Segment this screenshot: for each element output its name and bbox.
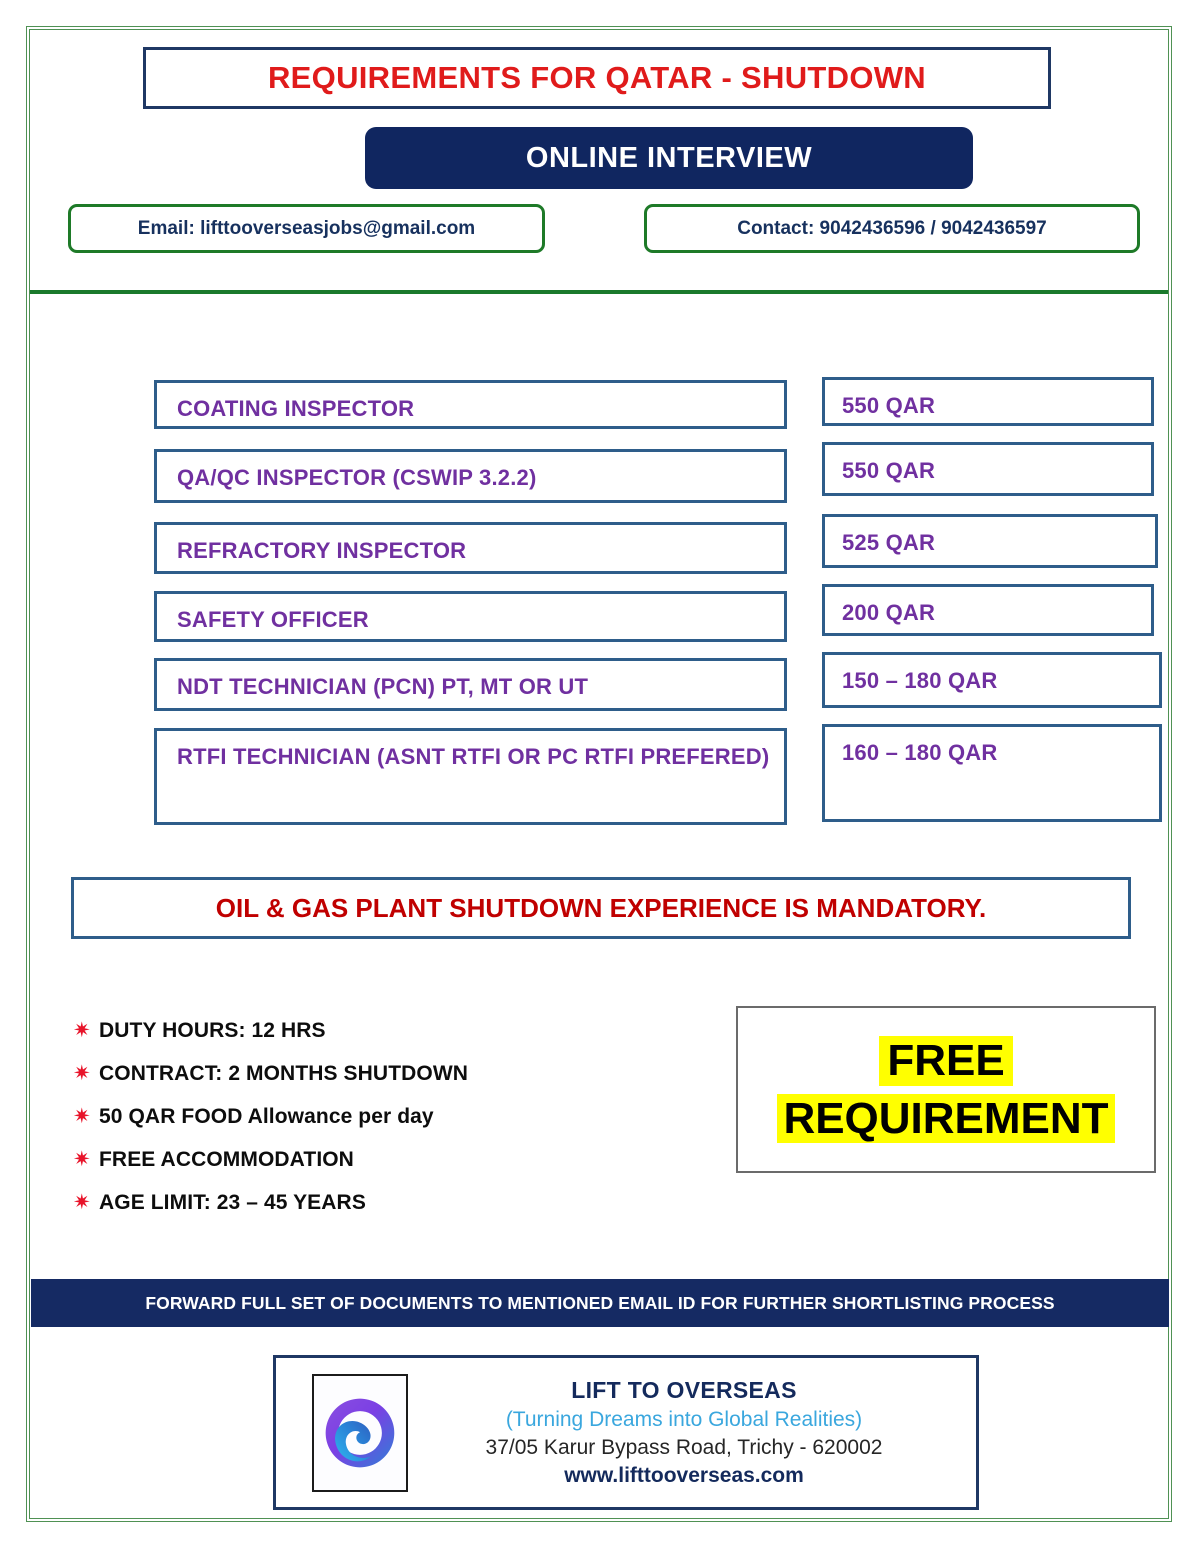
company-logo-frame [312,1374,408,1492]
mandatory-experience-box [71,877,1131,939]
job-position-text: QA/QC INSPECTOR (CSWIP 3.2.2) [177,465,537,490]
company-tagline: (Turning Dreams into Global Realities) [505,1408,863,1431]
list-item [73,1052,713,1095]
job-position-text: RTFI TECHNICIAN (ASNT RTFI OR PC RTFI PREFERED) [177,744,770,769]
job-salary-cell [822,724,1162,822]
online-interview-label: ONLINE INTERVIEW [525,141,813,174]
term-text: DUTY HOURS: 12 HRS [99,1018,326,1042]
body-section [30,294,1168,1520]
header-section [30,30,1168,292]
free-badge-line2: REQUIREMENT [777,1094,1114,1143]
job-salary-cell [822,377,1154,426]
job-salary-cell [822,652,1162,708]
list-item [73,1181,713,1224]
job-salary-cell [822,584,1154,636]
free-badge-line1: FREE [879,1036,1012,1085]
company-name: LIFT TO OVERSEAS [571,1377,797,1403]
page-title: REQUIREMENTS FOR QATAR - SHUTDOWN [268,60,926,95]
job-salary-text: 550 QAR [842,393,936,418]
job-salary-text: 160 – 180 QAR [842,740,998,765]
poster-title-box [143,47,1051,109]
poster-container [26,26,1172,1522]
submission-instruction-banner [31,1279,1169,1327]
online-interview-banner [365,127,973,189]
job-salary-text: 550 QAR [842,458,936,483]
starburst-bullet-icon: ✷ [73,1019,91,1042]
company-address: 37/05 Karur Bypass Road, Trichy - 620002 [485,1436,883,1459]
submission-instruction-text: FORWARD FULL SET OF DOCUMENTS TO MENTIONED EMAIL ID FOR FURTHER SHORTLISTING PROCESS [145,1292,1055,1313]
job-salary-text: 525 QAR [842,530,936,555]
starburst-bullet-icon: ✷ [73,1105,91,1128]
job-position-cell [154,380,787,429]
starburst-bullet-icon: ✷ [73,1062,91,1085]
job-salary-cell [822,514,1158,568]
job-position-cell [154,658,787,711]
term-text: AGE LIMIT: 23 – 45 YEARS [99,1190,366,1214]
starburst-bullet-icon: ✷ [73,1191,91,1214]
job-position-cell [154,522,787,574]
job-position-text: NDT TECHNICIAN (PCN) PT, MT OR UT [177,674,589,699]
term-text: 50 QAR FOOD Allowance per day [99,1104,434,1128]
email-text: Email: lifttooverseasjobs@gmail.com [137,217,476,239]
job-salary-text: 200 QAR [842,600,936,625]
job-position-text: COATING INSPECTOR [177,396,415,421]
term-text: FREE ACCOMMODATION [99,1147,354,1171]
job-position-cell [154,449,787,503]
list-item [73,1095,713,1138]
job-position-text: SAFETY OFFICER [177,607,369,632]
mandatory-experience-text: OIL & GAS PLANT SHUTDOWN EXPERIENCE IS MANDATORY. [215,892,987,923]
email-contact-box[interactable] [68,204,545,253]
company-info-card [273,1355,979,1510]
job-position-cell [154,591,787,642]
list-item [73,1009,713,1052]
job-position-cell [154,728,787,825]
list-item [73,1138,713,1181]
job-position-text: REFRACTORY INSPECTOR [177,538,467,563]
job-salary-text: 150 – 180 QAR [842,668,998,693]
company-website[interactable]: www.lifttooverseas.com [564,1464,804,1487]
terms-list [73,1009,713,1224]
job-salary-cell [822,442,1154,496]
phone-text: Contact: 9042436596 / 9042436597 [737,217,1047,239]
company-text-block [408,1377,976,1488]
free-requirement-badge [736,1006,1156,1173]
starburst-bullet-icon: ✷ [73,1148,91,1171]
swirl-logo-icon [321,1394,399,1472]
term-text: CONTRACT: 2 MONTHS SHUTDOWN [99,1061,469,1085]
phone-contact-box[interactable] [644,204,1140,253]
